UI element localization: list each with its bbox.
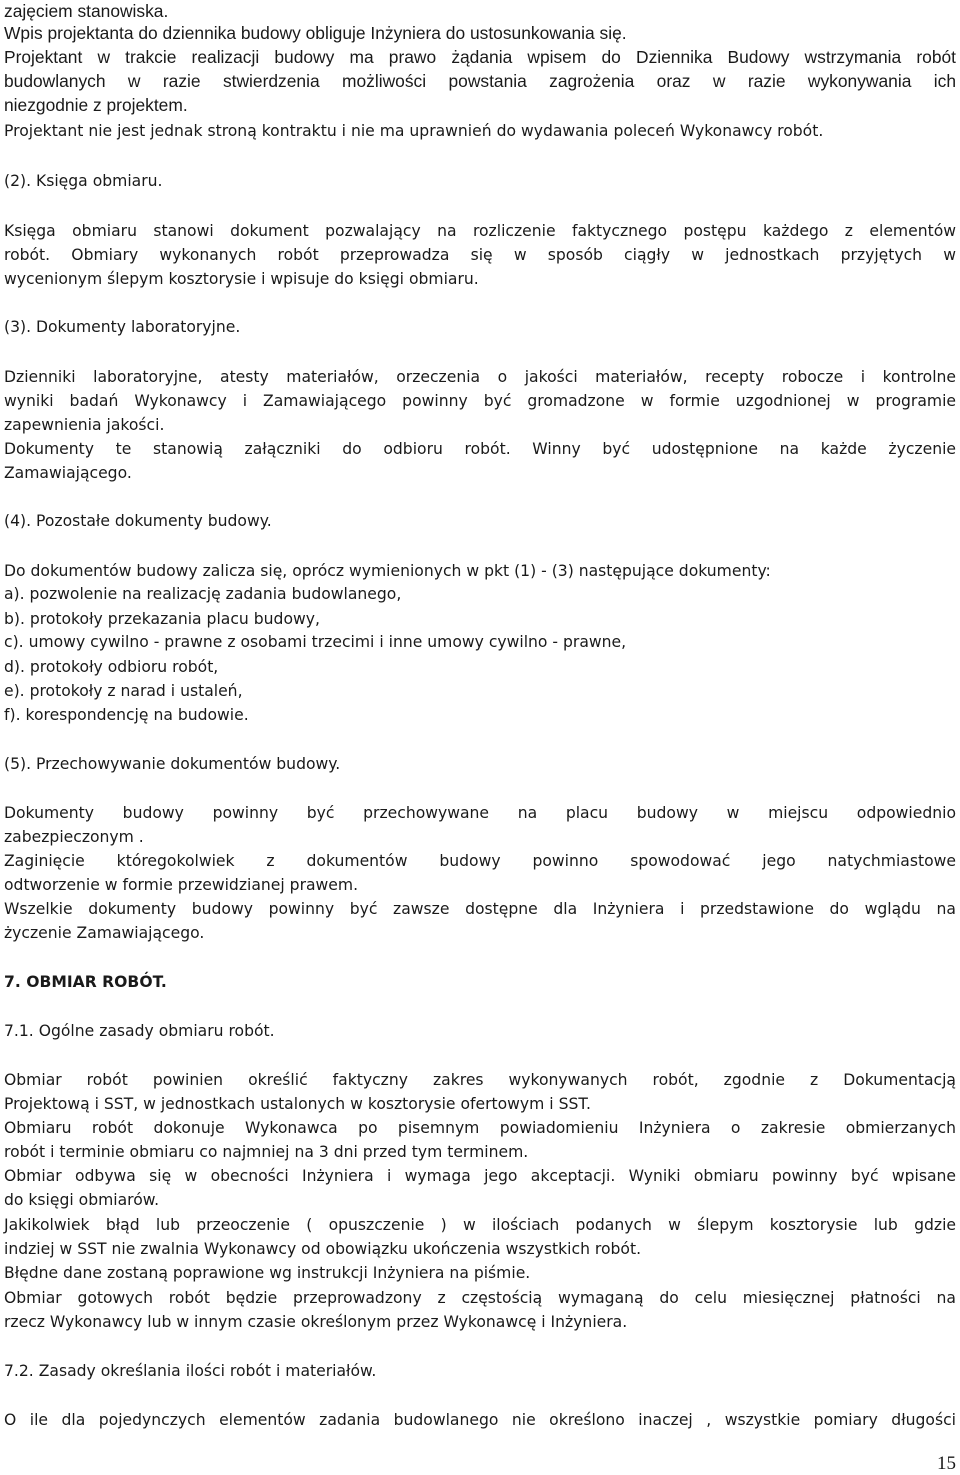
list-item: f). korespondencję na budowie. [4,706,249,724]
section-heading: (3). Dokumenty laboratoryjne. [4,318,241,336]
list-item: a). pozwolenie na realizację zadania budowlanego, [4,585,402,603]
text-line: budowlanych w razie stwierdzenia możliwości powstania zagrożenia oraz w razie wykonywania ich [4,71,956,91]
text-line: Dzienniki laboratoryjne, atesty materiałów, orzeczenia o jakości materiałów, recepty robocze i kontrolne [4,368,956,386]
text-line: Księga obmiaru stanowi dokument pozwalający na rozliczenie faktycznego postępu każdego z elementów [4,222,956,240]
section-heading: 7.2. Zasady określania ilości robót i materiałów. [4,1362,377,1380]
section-heading: (4). Pozostałe dokumenty budowy. [4,512,272,530]
chapter-heading: 7. OBMIAR ROBÓT. [4,973,167,991]
text-line: zapewnienia jakości. [4,416,165,434]
text-line: Obmiar robót powinien określić faktyczny zakres wykonywanych robót, zgodnie z Dokumentacją [4,1071,956,1089]
list-item: e). protokoły z narad i ustaleń, [4,682,243,700]
text-line: Zamawiającego. [4,464,132,482]
text-line: zabezpieczonym . [4,828,144,846]
list-item: b). protokoły przekazania placu budowy, [4,610,320,628]
text-line: Błędne dane zostaną poprawione wg instrukcji Inżyniera na piśmie. [4,1264,531,1282]
text-line: Projektant w trakcie realizacji budowy ma prawo żądania wpisem do Dziennika Budowy wstrzymania robót [4,47,956,67]
text-line: zajęciem stanowiska. [4,1,169,21]
text-line: Dokumenty budowy powinny być przechowywane na placu budowy w miejscu odpowiednio [4,804,956,822]
text-line: Wpis projektanta do dziennika budowy obliguje Inżyniera do ustosunkowania się. [4,23,627,43]
text-line: Obmiar gotowych robót będzie przeprowadzony z częstością wymaganą do celu miesięcznej płatności na [4,1289,956,1307]
text-line: wycenionym ślepym kosztorysie i wpisuje do księgi obmiaru. [4,270,479,288]
page-number: 15 [937,1453,956,1474]
text-line: Zaginięcie któregokolwiek z dokumentów budowy powinno spowodować jego natychmiastowe [4,852,956,870]
section-heading: (5). Przechowywanie dokumentów budowy. [4,755,341,773]
text-line: Projektant nie jest jednak stroną kontraktu i nie ma uprawnień do wydawania poleceń Wykonawcy robót. [4,122,824,140]
text-line: robót i terminie obmiaru co najmniej na 3 dni przed tym terminem. [4,1143,529,1161]
text-line: O ile dla pojedynczych elementów zadania budowlanego nie określono inaczej , wszystkie pomiary długości [4,1411,956,1429]
text-line: Obmiar odbywa się w obecności Inżyniera i wymaga jego akceptacji. Wyniki obmiaru powinny być wpisane [4,1167,956,1185]
list-item: d). protokoły odbioru robót, [4,658,219,676]
section-heading: 7.1. Ogólne zasady obmiaru robót. [4,1022,275,1040]
text-line: indziej w SST nie zwalnia Wykonawcy od obowiązku ukończenia wszystkich robót. [4,1240,642,1258]
list-item: c). umowy cywilno - prawne z osobami trzecimi i inne umowy cywilno - prawne, [4,633,627,651]
text-line: robót. Obmiary wykonanych robót przeprowadza się w sposób ciągły w jednostkach przyjętych w [4,246,956,264]
text-line: Projektową i SST, w jednostkach ustalonych w kosztorysie ofertowym i SST. [4,1095,592,1113]
text-line: rzecz Wykonawcy lub w innym czasie określonym przez Wykonawcę i Inżyniera. [4,1313,628,1331]
text-line: Jakikolwiek błąd lub przeoczenie ( opuszczenie ) w ilościach podanych w ślepym kosztorysie lub gdzie [4,1216,956,1234]
text-line: Wszelkie dokumenty budowy powinny być zawsze dostępne dla Inżyniera i przedstawione do wglądu na [4,900,956,918]
text-line: Dokumenty te stanowią załączniki do odbioru robót. Winny być udostępnione na każde życzenie [4,440,956,458]
text-line: odtworzenie w formie przewidzianej prawem. [4,876,359,894]
text-line: do księgi obmiarów. [4,1191,160,1209]
text-line: życzenie Zamawiającego. [4,924,205,942]
text-line: Do dokumentów budowy zalicza się, oprócz wymienionych w pkt (1) - (3) następujące dokumenty: [4,562,771,580]
section-heading: (2). Księga obmiaru. [4,172,163,190]
text-line: wyniki badań Wykonawcy i Zamawiającego powinny być gromadzone w formie uzgodnionej w programie [4,392,956,410]
text-line: niezgodnie z projektem. [4,95,188,115]
text-line: Obmiaru robót dokonuje Wykonawca po pisemnym powiadomieniu Inżyniera o zakresie obmierzanych [4,1119,956,1137]
